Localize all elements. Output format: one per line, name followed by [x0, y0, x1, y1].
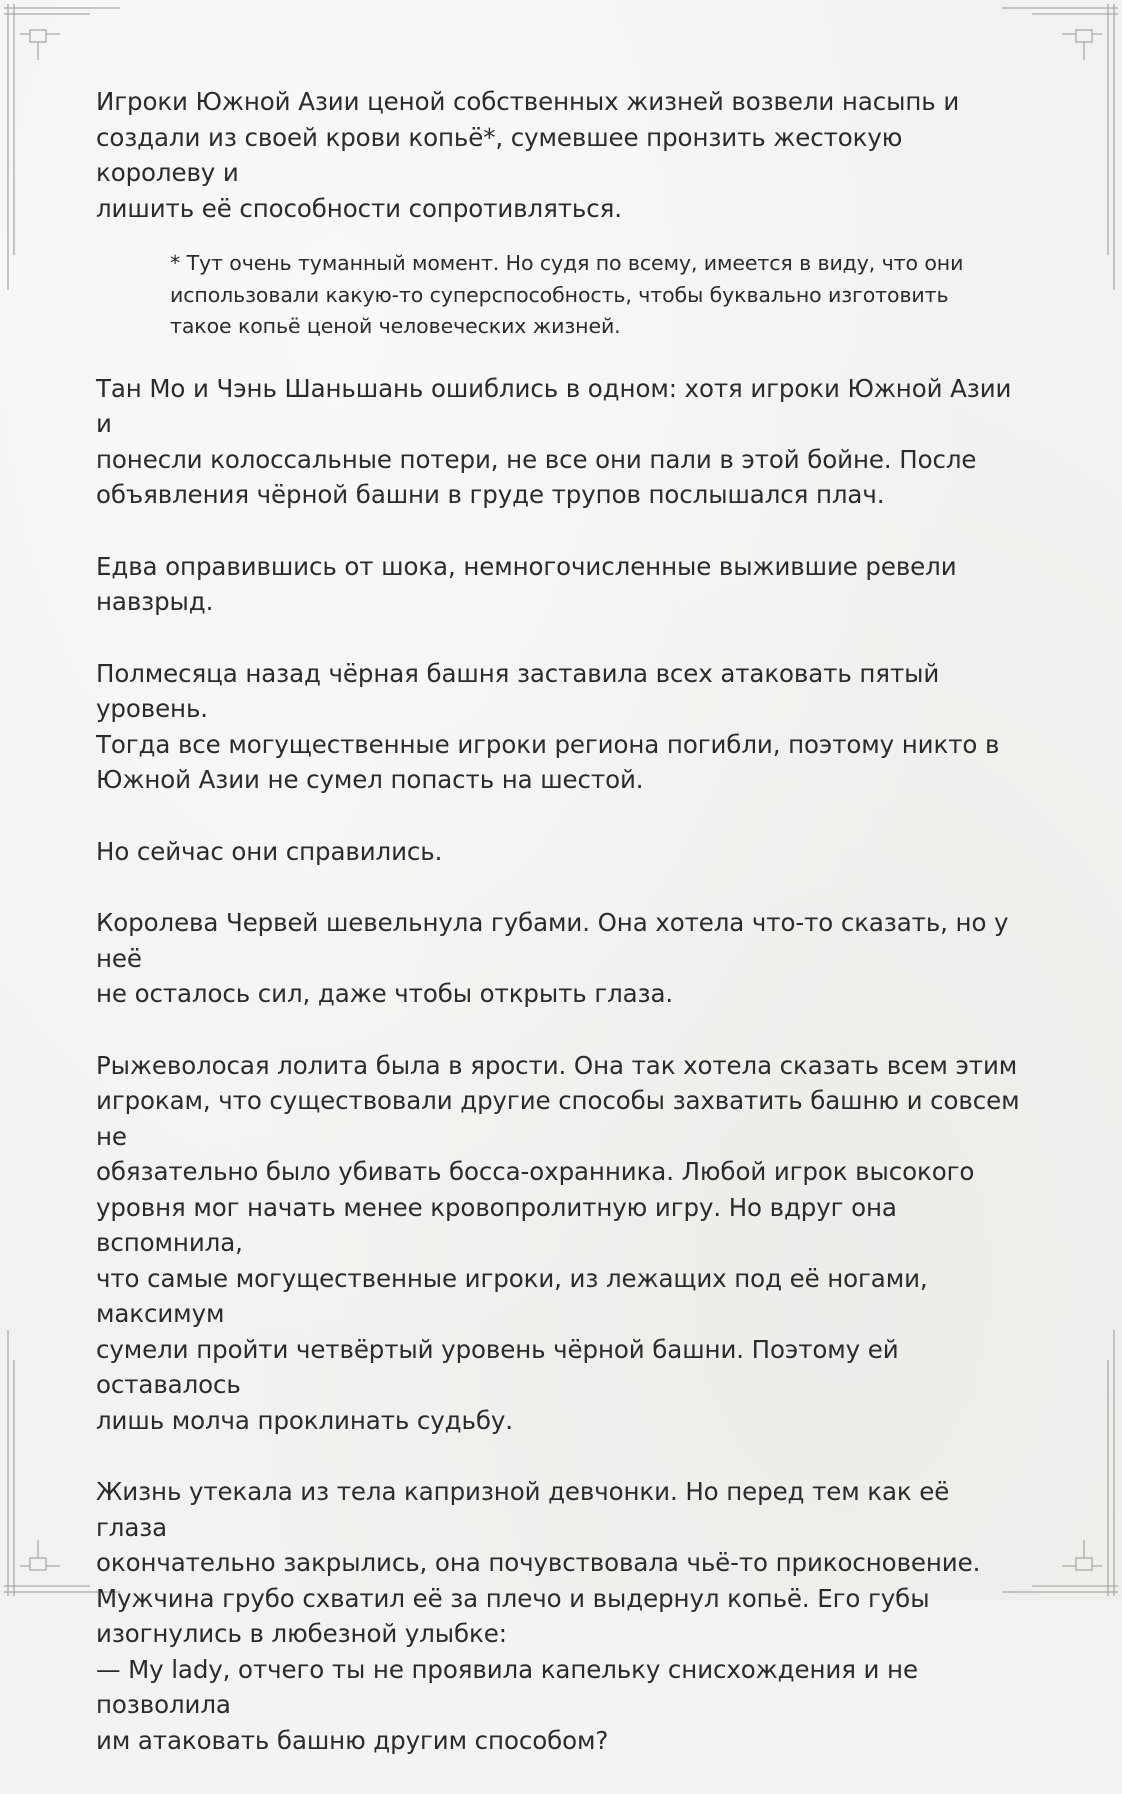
document-body — [96, 84, 1026, 1794]
paragraph-4: Полмесяца назад чёрная башня заставила всех атаковать пятый уровень. Тогда все могущественные игроки региона погибли, поэтому никто в Южной Азии не сумел попасть на шестой. — [96, 658, 1000, 794]
paragraph-7: Рыжеволосая лолита была в ярости. Она так хотела сказать всем этим игрокам, что существовали другие способы захватить башню и совсем не обязательно было убивать босса-охранника. Любой игрок высокого уровня мог начать менее кровопролитную игру. Но вдруг она вспомнила, что самые могущественные игроки, из лежащих под её ногами, максимум сумели пройти четвёртый уровень чёрной башни. Поэтому ей оставалось лишь молча проклинать судьбу. — [96, 1050, 1020, 1435]
paragraph-3: Едва оправившись от шока, немногочисленные выжившие ревели навзрыд. — [96, 551, 957, 616]
footnote: * Тут очень туманный момент. Но судя по всему, имеется в виду, что они использовали какую-то суперспособность, чтобы буквально изготовить такое копьё ценой человеческих жизней. — [170, 251, 964, 338]
paragraph-2: Тан Мо и Чэнь Шаньшань ошиблись в одном: хотя игроки Южной Азии и понесли колоссальные потери, не все они пали в этой бойне. После объявления чёрной башни в груде трупов послышался плач. — [96, 373, 1012, 509]
paragraph-5: Но сейчас они справились. — [96, 836, 443, 866]
paragraph-8: Жизнь утекала из тела капризной девчонки. Но перед тем как её глаза окончательно закрылись, она почувствовала чьё-то прикосновение. Мужчина грубо схватил её за плечо и выдернул копьё. Его губы изогнулись в любезной улыбке: — My lady, отчего ты не проявила капельку снисхождения и не позволила им атаковать башню другим способом? — [96, 1477, 981, 1755]
paragraph-6: Королева Червей шевельнула губами. Она хотела что-то сказать, но у неё не осталось сил, даже чтобы открыть глаза. — [96, 908, 1009, 1008]
paragraph-1: Игроки Южной Азии ценой собственных жизней возвели насыпь и создали из своей крови копьё*, сумевшее пронзить жестокую королеву и лишить её способности сопротивляться. — [96, 87, 960, 223]
